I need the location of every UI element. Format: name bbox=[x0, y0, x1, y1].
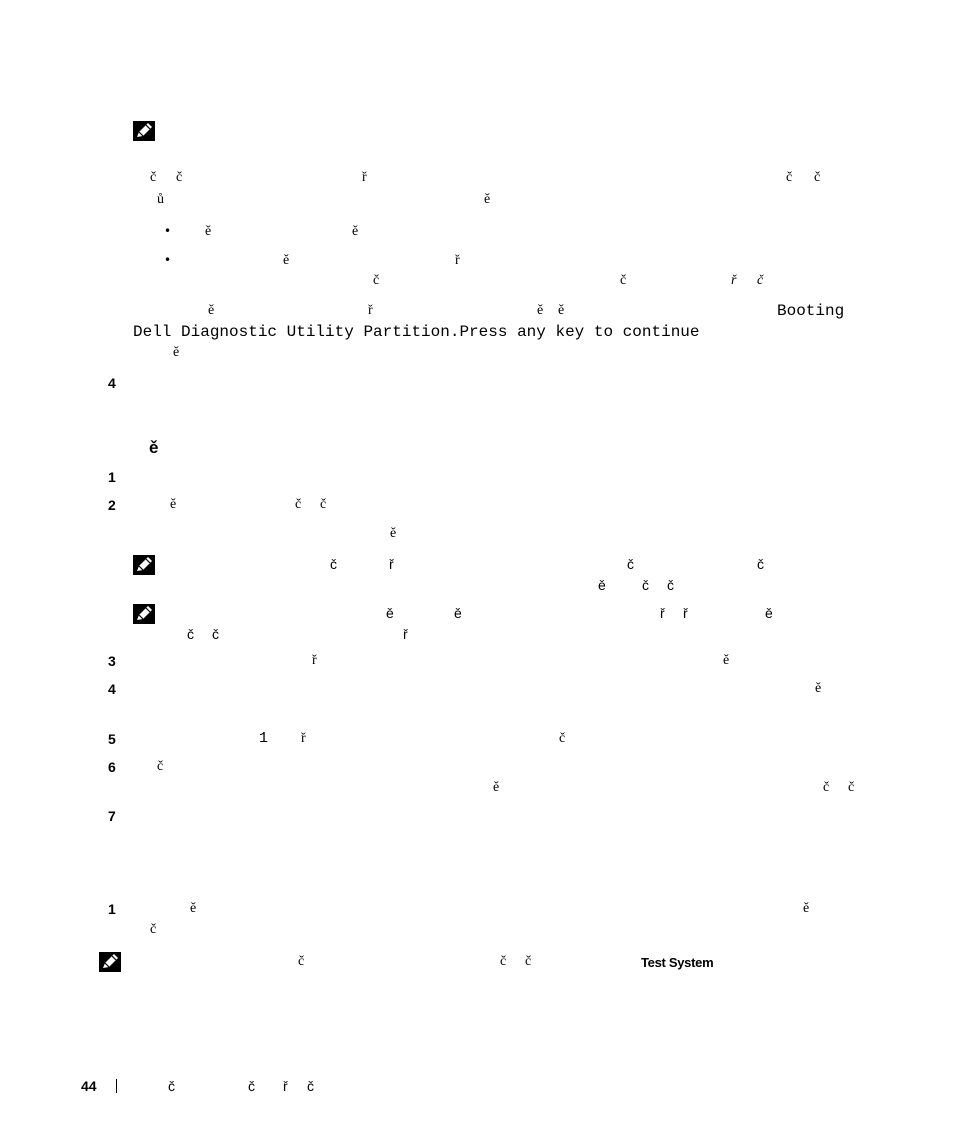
glyph: ř bbox=[731, 273, 737, 288]
mono-text-partition: Dell Diagnostic Utility Partition.Press any key to continue bbox=[133, 323, 700, 341]
glyph: ě bbox=[454, 605, 462, 621]
footer-glyph: č bbox=[307, 1078, 314, 1094]
step-number: 7 bbox=[108, 808, 116, 824]
glyph: ř bbox=[301, 731, 306, 746]
footer-glyph: č bbox=[168, 1078, 175, 1094]
glyph: ř bbox=[389, 556, 394, 572]
glyph: č bbox=[320, 497, 327, 512]
glyph: ě bbox=[723, 653, 730, 668]
glyph: č bbox=[620, 273, 627, 288]
footer-divider bbox=[116, 1079, 117, 1093]
glyph: ů bbox=[157, 192, 164, 207]
glyph: ř bbox=[362, 170, 367, 185]
section-heading: ě bbox=[149, 438, 159, 457]
glyph: č bbox=[298, 954, 305, 969]
glyph: ě bbox=[815, 681, 822, 696]
glyph: ě bbox=[190, 901, 197, 916]
note-icon bbox=[133, 555, 155, 575]
glyph: č bbox=[814, 170, 821, 185]
glyph: ě bbox=[283, 253, 290, 268]
note-icon bbox=[133, 121, 155, 141]
glyph: ř bbox=[660, 605, 665, 621]
test-system-label: Test System bbox=[641, 955, 714, 970]
glyph: ě bbox=[352, 224, 359, 239]
glyph: č bbox=[559, 731, 566, 746]
mono-text-booting: Booting bbox=[777, 302, 845, 320]
glyph: č bbox=[212, 626, 219, 642]
glyph: č bbox=[500, 954, 507, 969]
glyph: ě bbox=[598, 577, 606, 593]
glyph: ě bbox=[558, 303, 565, 318]
glyph: č bbox=[757, 273, 764, 288]
glyph: č bbox=[150, 170, 157, 185]
glyph: ě bbox=[765, 605, 773, 621]
note-icon bbox=[133, 604, 155, 624]
glyph: ě bbox=[803, 901, 810, 916]
glyph: ř bbox=[403, 626, 408, 642]
glyph: ě bbox=[170, 497, 177, 512]
glyph: ě bbox=[205, 224, 212, 239]
step-number: 5 bbox=[108, 731, 116, 747]
footer-glyph: ř bbox=[283, 1078, 288, 1094]
glyph: ě bbox=[493, 780, 500, 795]
step-number: 3 bbox=[108, 653, 116, 669]
page-number: 44 bbox=[81, 1078, 97, 1094]
glyph: ě bbox=[173, 345, 180, 360]
glyph: č bbox=[330, 556, 337, 572]
glyph: č bbox=[373, 273, 380, 288]
glyph: č bbox=[757, 556, 764, 572]
glyph: č bbox=[848, 780, 855, 795]
glyph: ě bbox=[537, 303, 544, 318]
footer-glyph: č bbox=[248, 1078, 255, 1094]
step-number: 1 bbox=[108, 901, 116, 917]
glyph: č bbox=[627, 556, 634, 572]
step-number: 4 bbox=[108, 681, 116, 697]
glyph: č bbox=[187, 626, 194, 642]
glyph: č bbox=[157, 759, 164, 774]
glyph: ř bbox=[312, 653, 317, 668]
step-number: 4 bbox=[108, 375, 116, 391]
glyph: č bbox=[176, 170, 183, 185]
glyph: ě bbox=[386, 605, 394, 621]
note-icon bbox=[99, 952, 121, 972]
glyph: č bbox=[642, 577, 649, 593]
glyph: č bbox=[295, 497, 302, 512]
bullet: • bbox=[164, 224, 172, 238]
bullet: • bbox=[164, 253, 172, 267]
glyph: č bbox=[823, 780, 830, 795]
glyph: č bbox=[786, 170, 793, 185]
mono-number: 1 bbox=[259, 730, 269, 747]
glyph: ě bbox=[484, 192, 491, 207]
step-number: 1 bbox=[108, 469, 116, 485]
glyph: č bbox=[525, 954, 532, 969]
step-number: 6 bbox=[108, 759, 116, 775]
glyph: ř bbox=[683, 605, 688, 621]
glyph: ě bbox=[390, 526, 397, 541]
glyph: ě bbox=[208, 303, 215, 318]
glyph: ř bbox=[368, 303, 373, 318]
glyph: č bbox=[150, 922, 157, 937]
glyph: ř bbox=[455, 253, 460, 268]
glyph: č bbox=[667, 577, 674, 593]
step-number: 2 bbox=[108, 497, 116, 513]
